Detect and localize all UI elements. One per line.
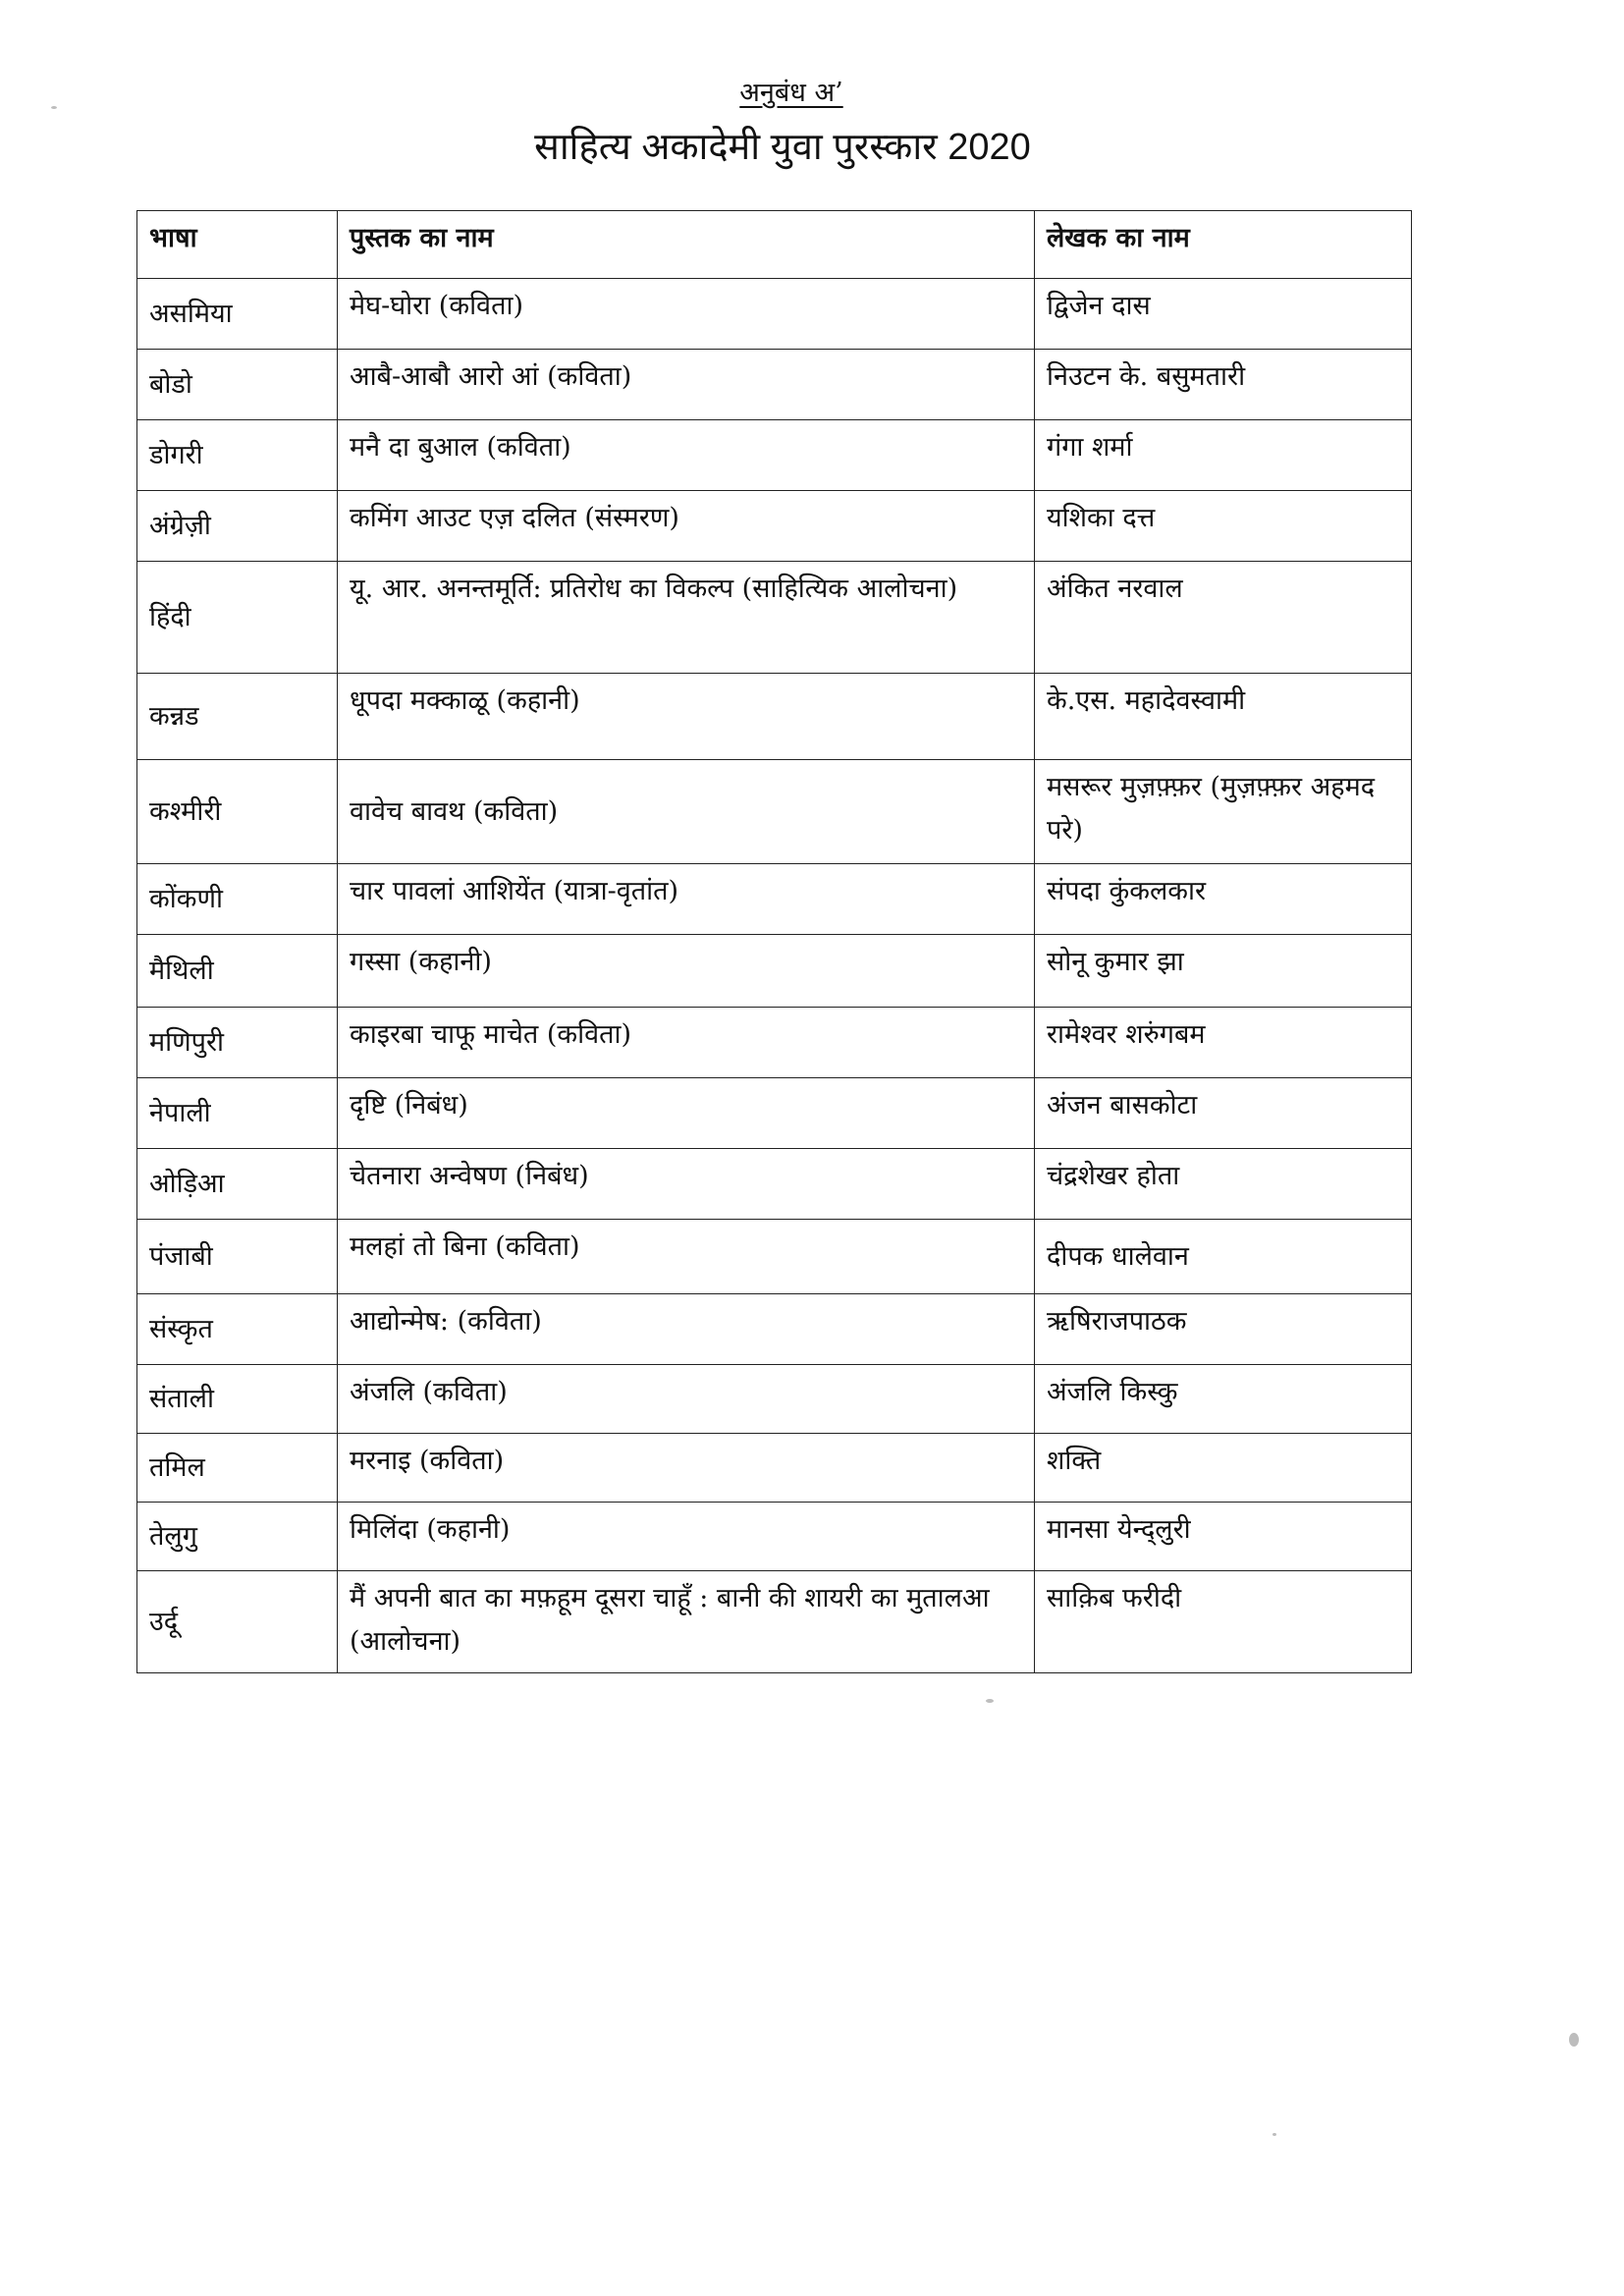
book-cell: कमिंग आउट एज़ दलित (संस्मरण) <box>338 491 1035 562</box>
header-language: भाषा <box>137 211 338 279</box>
table-row <box>137 674 1412 760</box>
language-cell: डोगरी <box>137 420 338 491</box>
author-cell: साक़िब फरीदी <box>1035 1571 1412 1673</box>
author-cell: यशिका दत्त <box>1035 491 1412 562</box>
book-cell: आबै-आबौ आरो आं (कविता) <box>338 350 1035 420</box>
book-cell: वावेच बावथ (कविता) <box>338 760 1035 864</box>
language-cell: मणिपुरी <box>137 1008 338 1078</box>
book-cell: चेतनारा अन्वेषण (निबंध) <box>338 1149 1035 1220</box>
book-cell: मलहां तो बिना (कविता) <box>338 1220 1035 1294</box>
table-row <box>137 1571 1412 1673</box>
table-row <box>137 1149 1412 1220</box>
scan-speck <box>1569 2033 1579 2047</box>
author-cell: निउटन के. बसुमतारी <box>1035 350 1412 420</box>
author-cell: ऋषिराजपाठक <box>1035 1294 1412 1365</box>
language-cell: संताली <box>137 1365 338 1434</box>
author-cell: मानसा येन्द्लुरी <box>1035 1503 1412 1571</box>
language-cell: कश्मीरी <box>137 760 338 864</box>
language-cell: बोडो <box>137 350 338 420</box>
author-cell: अंजन बासकोटा <box>1035 1078 1412 1149</box>
language-cell: पंजाबी <box>137 1220 338 1294</box>
awards-table <box>136 210 1412 1673</box>
page-title: साहित्य अकादेमी युवा पुरस्कार 2020 <box>534 127 1031 168</box>
table-row <box>137 420 1412 491</box>
header-book-name: पुस्तक का नाम <box>338 211 1035 279</box>
table-row <box>137 1078 1412 1149</box>
book-cell: यू. आर. अनन्तमूर्ति: प्रतिरोध का विकल्प (साहित्यिक आलोचना) <box>338 562 1035 674</box>
book-cell: दृष्टि (निबंध) <box>338 1078 1035 1149</box>
language-cell: तमिल <box>137 1434 338 1503</box>
author-cell: के.एस. महादेवस्वामी <box>1035 674 1412 760</box>
annex-label: अनुबंध अ’ <box>739 78 843 108</box>
header-author-name: लेखक का नाम <box>1035 211 1412 279</box>
table-row <box>137 562 1412 674</box>
table-row <box>137 1220 1412 1294</box>
author-cell: रामेश्वर शरुंगबम <box>1035 1008 1412 1078</box>
language-cell: हिंदी <box>137 562 338 674</box>
author-cell: संपदा कुंकलकार <box>1035 864 1412 935</box>
author-cell: चंद्रशेखर होता <box>1035 1149 1412 1220</box>
author-cell: सोनू कुमार झा <box>1035 935 1412 1008</box>
table-row <box>137 350 1412 420</box>
table-row <box>137 935 1412 1008</box>
table-header-row <box>137 211 1412 279</box>
table-row <box>137 864 1412 935</box>
language-cell: ओड़िआ <box>137 1149 338 1220</box>
book-cell: मेघ-घोरा (कविता) <box>338 279 1035 350</box>
author-cell: अंकित नरवाल <box>1035 562 1412 674</box>
scan-speck <box>51 106 57 109</box>
book-cell: काइरबा चाफू माचेत (कविता) <box>338 1008 1035 1078</box>
book-cell: धूपदा मक्काळू (कहानी) <box>338 674 1035 760</box>
language-cell: नेपाली <box>137 1078 338 1149</box>
language-cell: कन्नड <box>137 674 338 760</box>
language-cell: तेलुगु <box>137 1503 338 1571</box>
table-row <box>137 279 1412 350</box>
book-cell: गस्सा (कहानी) <box>338 935 1035 1008</box>
book-cell: मिलिंदा (कहानी) <box>338 1503 1035 1571</box>
author-cell: अंजलि किस्कु <box>1035 1365 1412 1434</box>
language-cell: उर्दू <box>137 1571 338 1673</box>
author-cell: दीपक धालेवान <box>1035 1220 1412 1294</box>
scan-speck <box>1272 2133 1276 2136</box>
author-cell: गंगा शर्मा <box>1035 420 1412 491</box>
author-cell: मसरूर मुज़फ़्फ़र (मुज़फ़्फ़र अहमद परे) <box>1035 760 1412 864</box>
language-cell: अंग्रेज़ी <box>137 491 338 562</box>
language-cell: मैथिली <box>137 935 338 1008</box>
table-row <box>137 1503 1412 1571</box>
table-row <box>137 1365 1412 1434</box>
language-cell: संस्कृत <box>137 1294 338 1365</box>
book-cell: अंजलि (कविता) <box>338 1365 1035 1434</box>
language-cell: कोंकणी <box>137 864 338 935</box>
book-cell: मनै दा बुआल (कविता) <box>338 420 1035 491</box>
table-row <box>137 1434 1412 1503</box>
author-cell: शक्ति <box>1035 1434 1412 1503</box>
table-row <box>137 1294 1412 1365</box>
book-cell: मैं अपनी बात का मफ़हूम दूसरा चाहूँ : बानी की शायरी का मुतालआ (आलोचना) <box>338 1571 1035 1673</box>
table-row <box>137 1008 1412 1078</box>
table-row <box>137 760 1412 864</box>
language-cell: असमिया <box>137 279 338 350</box>
book-cell: आद्योन्मेष: (कविता) <box>338 1294 1035 1365</box>
book-cell: चार पावलां आशियेंत (यात्रा-वृतांत) <box>338 864 1035 935</box>
author-cell: द्विजेन दास <box>1035 279 1412 350</box>
book-cell: मरनाइ (कविता) <box>338 1434 1035 1503</box>
scan-speck <box>986 1699 994 1703</box>
table-row <box>137 491 1412 562</box>
